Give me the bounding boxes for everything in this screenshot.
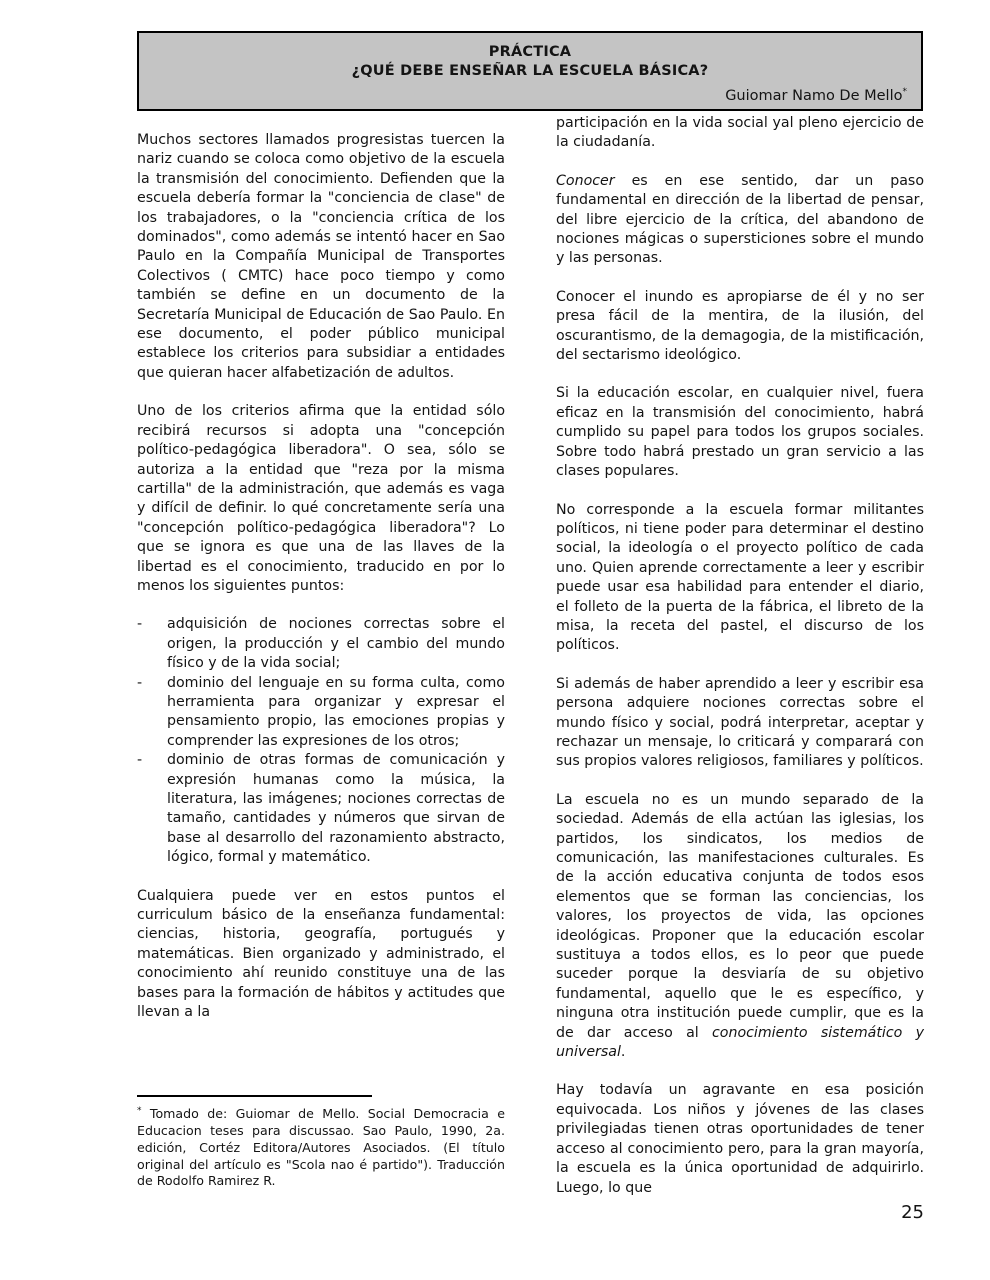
left-column: [137, 131, 505, 1022]
page-number: 25: [901, 1202, 924, 1223]
list-item: [137, 674, 505, 752]
italic-term: Conocer: [556, 172, 615, 189]
paragraph-text: es en ese sentido, dar un paso fundamental en dirección de la libertad de pensar, del libre ejercicio de la crítica, del abandono de nociones mágicas o supersticiones sobre el mundo y las personas.: [556, 172, 924, 267]
bullet-marker: -: [137, 752, 143, 769]
list-item-text: dominio del lenguaje en su forma culta, como herramienta para organizar y expresar el pensamiento propio, las emociones propias y comprender las expresiones de los otros;: [167, 674, 505, 749]
footnote: [137, 1095, 505, 1190]
author-footnote-mark: *: [902, 87, 907, 97]
paragraph: [556, 791, 924, 1063]
right-column: [556, 114, 924, 1198]
list-item: [137, 615, 505, 673]
italic-term: conocimiento sistemático y universal: [556, 1024, 924, 1061]
paragraph: Si además de haber aprendido a leer y escribir esa persona adquiere nociones correctas sobre el mundo físico y social, podrá interpretar, aceptar y rechazar un mensaje, lo criticará y comparará con sus propios valores religiosos, familiares y políticos.: [556, 675, 924, 770]
footnote-body: Tomado de: Guiomar de Mello. Social Democracia e Educacion teses para discussao. Sao Paulo, 1990, 2a. edición, Cortéz Editora/Autores Asociados. (El título original del artículo es "Scola nao é partido"). Traducción de Rodolfo Ramirez R.: [137, 1106, 505, 1189]
article-author: [139, 81, 921, 107]
list-item-text: adquisición de nociones correctas sobre el origen, la producción y el cambio del mundo físico y de la vida social;: [167, 616, 505, 672]
paragraph: Hay todavía un agravante en esa posición equivocada. Los niños y jóvenes de las clases privilegiadas tienen otras oportunidades de tener acceso al conocimiento pero, para la gran mayoría, la escuela es la única oportunidad de adquirirlo. Luego, lo que: [556, 1082, 924, 1196]
list-item: [137, 751, 505, 867]
footnote-text: [137, 1103, 505, 1190]
paragraph: participación en la vida social yal pleno ejercicio de la ciudadanía.: [556, 115, 924, 151]
paragraph-text: La escuela no es un mundo separado de la sociedad. Además de ella actúan las iglesias, los partidos, los sindicatos, los medios de comunicación, las manifestaciones culturales. Es de la acción educativa conjunta de todos esos elementos que se forman las conciencias, los valores, los proyectos de vida, las opciones ideológicas. Proponer que la educación escolar sustituya a todos ellos, es lo peor que puede suceder porque la desviaría de su objetivo fundamental, aquello que le es específico, y ninguna otra institución puede cumplir, que es la de dar acceso al: [556, 791, 924, 1041]
paragraph: Muchos sectores llamados progresistas tuercen la nariz cuando se coloca como objetivo de la escuela la transmisión del conocimiento. Defienden que la escuela debería formar la "conciencia de clase" de los trabajadores, o la "conciencia crítica de los dominados", como además se intentó hacer en Sao Paulo en la Compañía Municipal de Transportes Colectivos ( CMTC) hace poco tiempo y como también se define en un documento de la Secretaría Municipal de Educación de Sao Paulo. En ese documento, el poder público municipal establece los criterios para subsidiar a entidades que quieran hacer alfabetización de adultos.: [137, 132, 505, 381]
paragraph: [556, 172, 924, 269]
footnote-separator: [137, 1095, 372, 1097]
article-kicker: PRÁCTICA: [488, 44, 572, 60]
bullet-list: [137, 615, 505, 867]
paragraph: Si la educación escolar, en cualquier nivel, fuera eficaz en la transmisión del conocimiento, habrá cumplido su papel para todos los grupos sociales. Sobre todo habrá prestado un gran servicio a las clases populares.: [556, 385, 924, 480]
paragraph-text: .: [620, 1044, 626, 1061]
article-header-box: [137, 31, 923, 111]
paragraph: Conocer el inundo es apropiarse de él y no ser presa fácil de la mentira, de la ilusión, del oscurantismo, de la demagogia, de la mistificación, del sectarismo ideológico.: [556, 288, 924, 364]
paragraph: Uno de los criterios afirma que la entidad sólo recibirá recursos si adopta una "concepción político-pedagógica liberadora". O sea, sólo se autoriza a la entidad que "reza por la misma cartilla" de la administración, que además es vaga y difícil de definir. lo qué concretamente sería una "concepción político-pedagógica liberadora"? Lo que se ignora es que una de las llaves de la libertad es el conocimiento, traducido en por lo menos los siguientes puntos:: [137, 403, 505, 594]
bullet-marker: -: [137, 616, 143, 633]
author-name: Guiomar Namo De Mello: [725, 87, 903, 104]
article-title: ¿QUÉ DEBE ENSEÑAR LA ESCUELA BÁSICA?: [351, 63, 709, 79]
paragraph: Cualquiera puede ver en estos puntos el curriculum básico de la enseñanza fundamental: ciencias, historia, geografía, portugués y matemáticas. Bien organizado y administrado, el conocimiento ahí reunido constituye una de las bases para la formación de hábitos y actitudes que llevan a la: [137, 887, 505, 1021]
bullet-marker: -: [137, 674, 143, 691]
paragraph: No corresponde a la escuela formar militantes políticos, ni tiene poder para determinar el destino social, la ideología o el proyecto político de cada uno. Quien aprende correctamente a leer y escribir puede usar esa habilidad para entender el diario, el folleto de la puerta de la fábrica, el libreto de la misa, la receta del pastel, el discurso de los políticos.: [556, 501, 924, 654]
list-item-text: dominio de otras formas de comunicación y expresión humanas como la música, la literatura, las imágenes; nociones correctas de tamaño, cantidades y números que sirvan de base al desarrollo del razonamiento abstracto, lógico, formal y matemático.: [167, 752, 505, 866]
footnote-mark: *: [137, 1106, 142, 1116]
